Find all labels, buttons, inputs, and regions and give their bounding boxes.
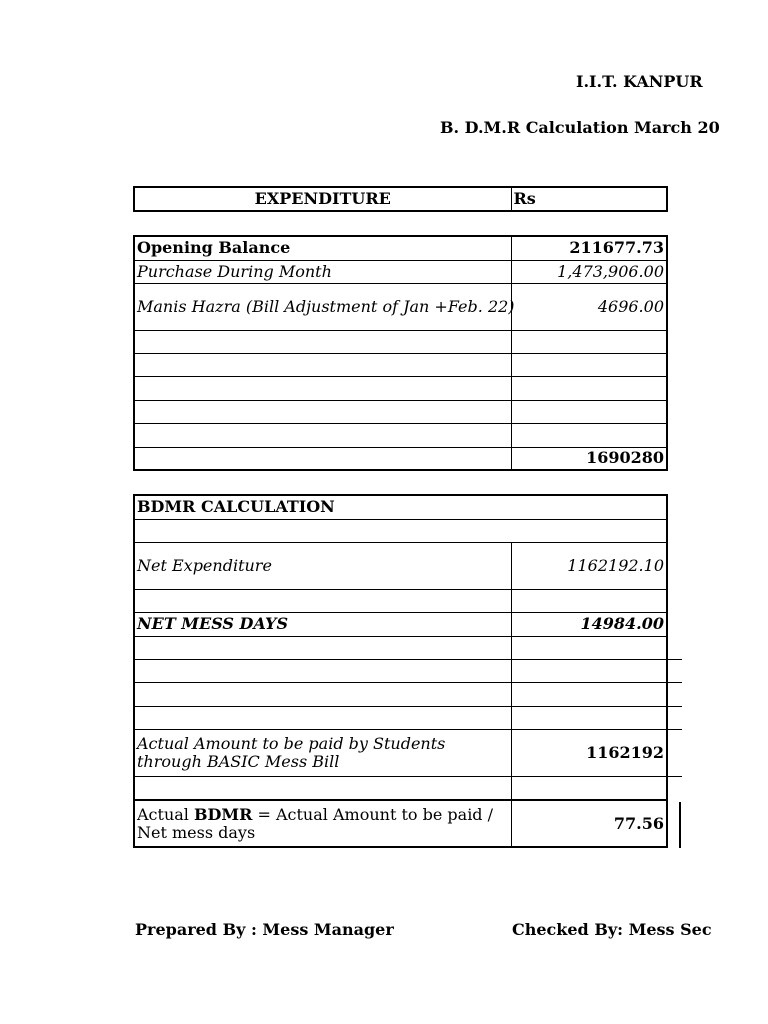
empty-cell — [511, 423, 667, 447]
table-row — [134, 729, 667, 776]
expenditure-header-label: EXPENDITURE — [134, 187, 511, 211]
purchase-label: Purchase During Month — [134, 260, 511, 283]
table-row — [134, 376, 667, 400]
expenditure-header-table — [133, 186, 668, 212]
table-row — [134, 283, 667, 330]
table-row — [134, 542, 667, 589]
actual-amount-value: 1162192 — [511, 729, 667, 776]
bdmr-title: BDMR CALCULATION — [134, 495, 667, 519]
actual-bdmr-suffix: = Actual Amount to be paid / Net mess days — [137, 804, 494, 842]
bill-adjustment-value: 4696.00 — [511, 283, 667, 330]
empty-cell — [511, 589, 667, 612]
actual-bdmr-bold: BDMR — [194, 804, 253, 824]
table-row — [134, 495, 667, 519]
table-row — [134, 800, 667, 847]
total-label — [134, 447, 511, 470]
total-value: 1690280 — [511, 447, 667, 470]
empty-cell — [511, 682, 667, 706]
table-row — [134, 589, 667, 612]
table-row — [134, 400, 667, 423]
table-row — [134, 682, 667, 706]
institute-title: I.I.T. KANPUR — [576, 72, 703, 91]
border-stub — [666, 776, 682, 777]
empty-cell — [134, 636, 511, 659]
table-row — [134, 353, 667, 376]
empty-cell — [511, 400, 667, 423]
table-row — [134, 636, 667, 659]
empty-cell — [134, 776, 511, 800]
table-row — [134, 236, 667, 260]
bdmr-table — [133, 494, 668, 848]
net-expenditure-value: 1162192.10 — [511, 542, 667, 589]
empty-cell — [511, 376, 667, 400]
expenditure-table — [133, 235, 668, 471]
actual-bdmr-value: 77.56 — [511, 800, 667, 847]
table-row — [134, 330, 667, 353]
empty-cell — [134, 330, 511, 353]
actual-bdmr-prefix: Actual — [137, 804, 194, 824]
net-mess-days-label: NET MESS DAYS — [134, 612, 511, 636]
empty-cell — [134, 589, 511, 612]
table-row — [134, 659, 667, 682]
checked-by: Checked By: Mess Sec — [512, 920, 712, 939]
empty-cell — [134, 376, 511, 400]
empty-cell — [511, 353, 667, 376]
empty-cell — [511, 330, 667, 353]
border-stub — [666, 706, 682, 707]
border-stub — [666, 682, 682, 683]
empty-cell — [511, 776, 667, 800]
empty-cell — [134, 519, 667, 542]
empty-cell — [511, 659, 667, 682]
table-row — [134, 447, 667, 470]
empty-cell — [134, 706, 511, 729]
page-title: B. D.M.R Calculation March 20 — [440, 118, 720, 137]
empty-cell — [511, 636, 667, 659]
table-row — [134, 612, 667, 636]
bill-adjustment-label: Manis Hazra (Bill Adjustment of Jan +Feb. 22) — [134, 283, 511, 330]
purchase-value: 1,473,906.00 — [511, 260, 667, 283]
net-mess-days-value: 14984.00 — [511, 612, 667, 636]
actual-amount-label: Actual Amount to be paid by Students through BASIC Mess Bill — [134, 729, 511, 776]
opening-balance-label: Opening Balance — [134, 236, 511, 260]
prepared-by: Prepared By : Mess Manager — [135, 920, 394, 939]
table-row — [134, 260, 667, 283]
table-row — [134, 423, 667, 447]
border-stub — [666, 659, 682, 660]
actual-bdmr-label — [134, 800, 511, 847]
empty-cell — [134, 400, 511, 423]
table-row — [134, 776, 667, 800]
empty-cell — [134, 659, 511, 682]
empty-cell — [511, 706, 667, 729]
border-stub — [666, 729, 682, 730]
empty-cell — [134, 353, 511, 376]
empty-cell — [134, 423, 511, 447]
currency-header: Rs — [511, 187, 667, 211]
border-stub — [679, 802, 681, 848]
table-row — [134, 706, 667, 729]
opening-balance-value: 211677.73 — [511, 236, 667, 260]
table-row — [134, 519, 667, 542]
net-expenditure-label: Net Expenditure — [134, 542, 511, 589]
empty-cell — [134, 682, 511, 706]
